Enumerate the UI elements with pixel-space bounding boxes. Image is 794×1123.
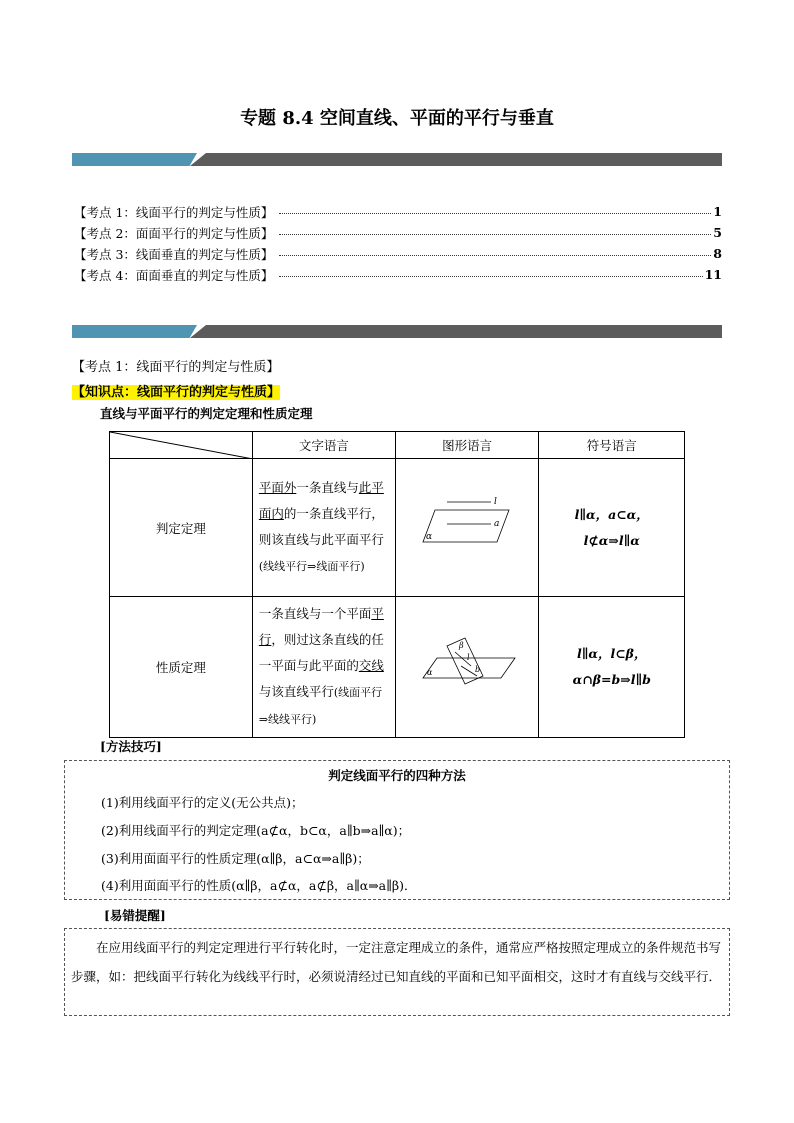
method-title: 判定线面平行的四种方法 [328,768,466,783]
list-item: (4)利用面面平行的性质(α∥β，a⊄α，a⊄β，a∥α⇒a∥β)． [101,878,417,893]
intersecting-planes-figure [417,636,517,696]
warning-label: [易错提醒] [104,908,166,923]
theorem-table [109,431,685,738]
svg-text:β: β [459,640,464,650]
toc-entry-4[interactable]: 【考点 4：面面垂直的判定与性质】 11 [74,267,722,283]
corner-cell [110,432,253,459]
property-description: 一条直线与一个平面平行，则过这条直线的任一平面与此平面的交线与该直线平行(线面平行⇒线线平行) [252,597,395,738]
knowledge-heading: 【知识点：线面平行的判定与性质】 [72,385,281,400]
warning-box [64,928,730,1016]
svg-text:l: l [467,652,470,662]
list-item: (3)利用面面平行的性质定理(α∥β，a⊂α⇒a∥β)； [101,851,370,866]
method-label: [方法技巧] [100,739,162,754]
table-row [110,459,685,597]
method-box [64,760,730,900]
criterion-description: 平面外一条直线与此平面内的一条直线平行，则该直线与此平面平行(线线平行⇒线面平行) [252,459,395,597]
criterion-symbol: l∥α，a⊂α，l⊄α⇒l∥α [539,459,685,597]
list-item: (1)利用线面平行的定义(无公共点)； [101,795,304,810]
row-label-property: 性质定理 [110,597,253,738]
toc-entry-1[interactable]: 【考点 1：线面平行的判定与性质】 1 [74,204,722,220]
table-row [110,597,685,738]
svg-text:b: b [475,664,481,674]
warning-text: 在应用线面平行的判定定理进行平行转化时，一定注意定理成立的条件，通常应严格按照定理成立的条件规范书写步骤，如：把线面平行转化为线线平行时，必须说清经过已知直线的平面和已知平面相交，这时才有直线与交线平行． [71,940,722,984]
svg-text:α: α [427,667,433,677]
plane-line-figure [417,496,517,556]
svg-text:α: α [426,532,433,542]
row-label-criterion: 判定定理 [110,459,253,597]
toc-entry-3[interactable]: 【考点 3：线面垂直的判定与性质】 8 [74,246,722,262]
property-symbol: l∥α，l⊂β，α∩β=b⇒l∥b [539,597,685,738]
section-divider-bar [72,325,722,338]
list-item: (2)利用线面平行的判定定理(a⊄α，b⊂α，a∥b⇒a∥α)； [101,823,411,838]
header-divider-bar [72,153,722,166]
section-heading: 【考点 1：线面平行的判定与性质】 [72,360,280,375]
header-figure-language: 图形语言 [395,432,539,459]
header-text-language: 文字语言 [252,432,395,459]
table-subheading: 直线与平面平行的判定定理和性质定理 [100,406,313,421]
toc-entry-2[interactable]: 【考点 2：面面平行的判定与性质】 5 [74,225,722,241]
svg-text:l: l [494,497,498,507]
svg-text:a: a [494,519,500,529]
criterion-figure [395,459,539,597]
page-title: 专题 8.4 空间直线、平面的平行与垂直 [240,108,554,129]
table-of-contents [74,201,722,285]
header-symbol-language: 符号语言 [539,432,685,459]
property-figure [395,597,539,738]
